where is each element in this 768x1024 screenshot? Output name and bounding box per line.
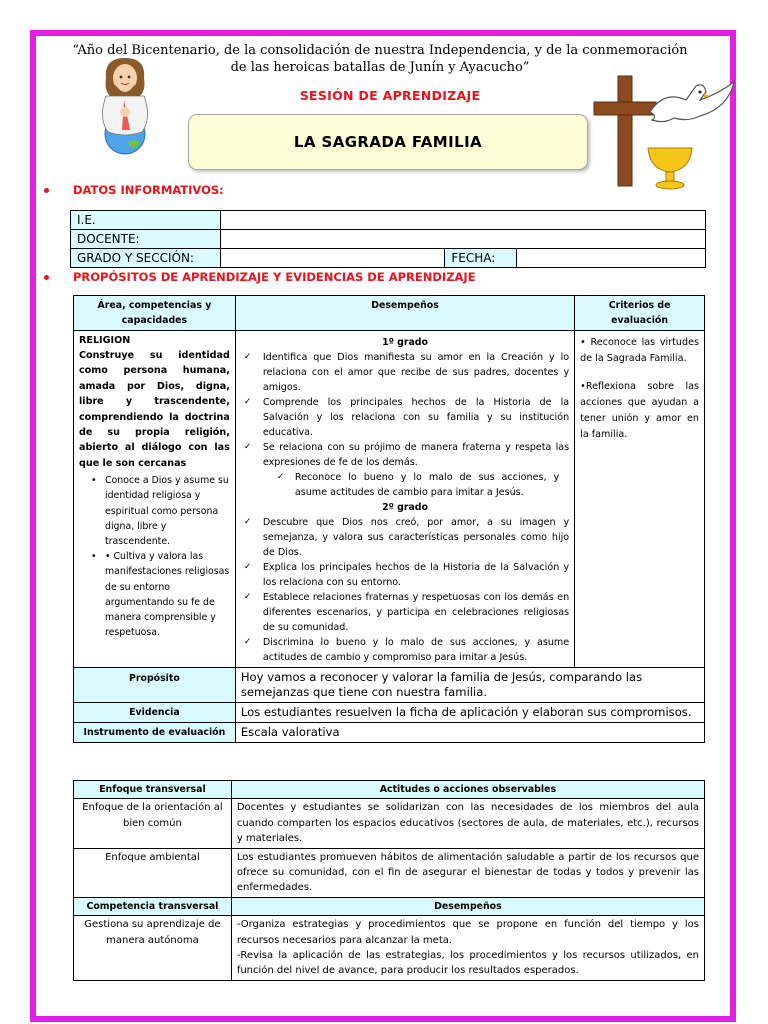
datos-heading [44,183,224,197]
instrumento-text: Escala valorativa [235,723,704,743]
evidencia-text: Los estudiantes resuelven la ficha de aplicación y elaboran sus compromisos. [235,703,704,723]
grade1-list [241,350,569,500]
enfoques-table [73,780,705,981]
grado-value[interactable] [220,249,445,268]
instrumento-label: Instrumento de evaluación [74,723,236,743]
proposito-row [74,668,705,703]
quote-line-2: de las heroicas batallas de Junín y Ayacucho” [230,60,530,75]
col-competencia-header: Competencia transversal [74,897,232,915]
session-title: SESIÓN DE APRENDIZAJE [299,88,481,103]
competencia-desempenos [231,916,704,981]
ie-label: I.E. [71,211,221,230]
ie-value[interactable] [220,211,705,230]
criterios-cell [575,331,705,668]
bullet-icon [44,188,49,193]
criterio-item: •Reflexiona sobre las acciones que ayudan a tener unión y amor en la familia. [580,381,699,440]
propositos-heading [44,270,476,284]
col-actitudes-header: Actitudes o acciones observables [231,781,704,799]
competencia-header-row [74,897,705,915]
grade1-title: 1º grado [382,337,428,348]
grade2-title: 2º grado [382,502,428,513]
grade1-item: ✓ Identifica que Dios manifiesta su amor en la Creación y lo relaciona con el amor que recibe de sus padres, docentes y amigos. [241,350,569,395]
propositos-header-row [74,296,705,331]
quote-line-1: “Año del Bicentenario, de la consolidación de nuestra Independencia, y de la conmemoración [72,43,688,58]
competencia-name: Gestiona su aprendizaje de manera autónoma [74,916,232,981]
cross-dove-chalice-illustration [590,56,740,196]
grade2-item: ✓ Descubre que Dios nos creó, por amor, a su imagen y semejanza, y valora sus características personales como hijo de Dios. [241,515,569,560]
criterio-item: • Reconoce las virtudes de la Sagrada Familia. [580,337,699,364]
grade2-item: ✓ Discrimina lo bueno y lo malo de sus acciones, y asume actitudes de cambio y compromiso para imitar a Jesús. [241,635,569,665]
grade2-item: ✓ Establece relaciones fraternas y respetuosas con los demás en diferentes escenarios, y participa en celebraciones religiosas de su comunidad. [241,590,569,635]
area-name: RELIGION [79,335,131,346]
grade1-item: ✓ Reconoce lo bueno y lo malo de sus acciones, y asume actitudes de cambio para imitar a Jesús. [241,470,569,500]
instrumento-row [74,723,705,743]
ie-row [71,211,706,230]
fecha-label: FECHA: [445,249,517,268]
evidencia-label: Evidencia [74,703,236,723]
propositos-table [73,295,705,743]
desempenos-cell [235,331,574,668]
enfoque-row [74,848,705,897]
religion-row [74,331,705,668]
capacidad-item: • Conoce a Dios y asume su identidad religiosa y espiritual como persona digna, libre y trascendente. [79,473,230,549]
enfoque-header-row [74,781,705,799]
enfoque-name: Enfoque de la orientación al bien común [74,799,232,848]
jesus-globe-illustration [90,56,160,156]
lesson-title: LA SAGRADA FAMILIA [293,133,483,151]
docente-value[interactable] [220,230,705,249]
docente-label: DOCENTE: [71,230,221,249]
grade2-item: ✓ Explica los principales hechos de la Historia de la Salvación y los relaciona con su entorno. [241,560,569,590]
grade1-item: ✓ Comprende los principales hechos de la Historia de la Salvación y los relaciona con su familia y su institución educativa. [241,395,569,440]
lesson-title-box [188,114,588,170]
propositos-heading-text: PROPÓSITOS DE APRENDIZAJE Y EVIDENCIAS DE APRENDIZAJE [73,270,476,284]
proposito-label: Propósito [74,668,236,703]
competencia-text: Construye su identidad como persona humana, amada por Dios, digna, libre y trascendente, comprendiendo la doctrina de su propia religión, abierto al diálogo con las que le son cercanas [79,350,230,469]
col-area-header: Área, competencias y capacidades [74,296,236,331]
capacidad-item: • • Cultiva y valora las manifestaciones religiosas de su entorno argumentando su fe de manera comprensible y respetuosa. [79,549,230,640]
datos-heading-text: DATOS INFORMATIVOS: [73,183,224,197]
grade1-item: ✓ Se relaciona con su prójimo de manera fraterna y respeta las expresiones de fe de los demás. [241,440,569,470]
proposito-text: Hoy vamos a reconocer y valorar la familia de Jesús, comparando las semejanzas que tiene con nuestra familia. [235,668,704,703]
competencia-line: -Revisa la aplicación de las estrategias, los procedimientos y los recursos utilizados, en función del nivel de avance, para producir los resultados esperados. [236,950,699,977]
competencia-row [74,916,705,981]
enfoque-text: Docentes y estudiantes se solidarizan con las necesidades de los miembros del aula cuando comparten los espacios educativos (sectores de aula, de materiales, etc.), recursos y materiales. [231,799,704,848]
grado-label: GRADO Y SECCIÓN: [71,249,221,268]
enfoque-text: Los estudiantes promueven hábitos de alimentación saludable a partir de los recursos que ofrece su comunidad, con el fin de asegurar el bienestar de todas y todos y prevenir las enfermedades. [231,848,704,897]
bullet-icon [44,275,49,280]
docente-row [71,230,706,249]
col-desempenos-transversal-header: Desempeños [231,897,704,915]
grado-row [71,249,706,268]
col-desempenos-header: Desempeños [235,296,574,331]
enfoque-row [74,799,705,848]
fecha-value[interactable] [517,249,706,268]
col-criterios-header: Criterios de evaluación [575,296,705,331]
evidencia-row [74,703,705,723]
datos-table [70,210,706,268]
competencia-line: -Organiza estrategias y procedimientos que se propone en función del tiempo y los recursos necesarios para alcanzar la meta. [236,919,699,946]
col-enfoque-header: Enfoque transversal [74,781,232,799]
area-cell [74,331,236,668]
grade2-list [241,515,569,665]
enfoque-name: Enfoque ambiental [74,848,232,897]
capacidades-list [79,473,230,640]
